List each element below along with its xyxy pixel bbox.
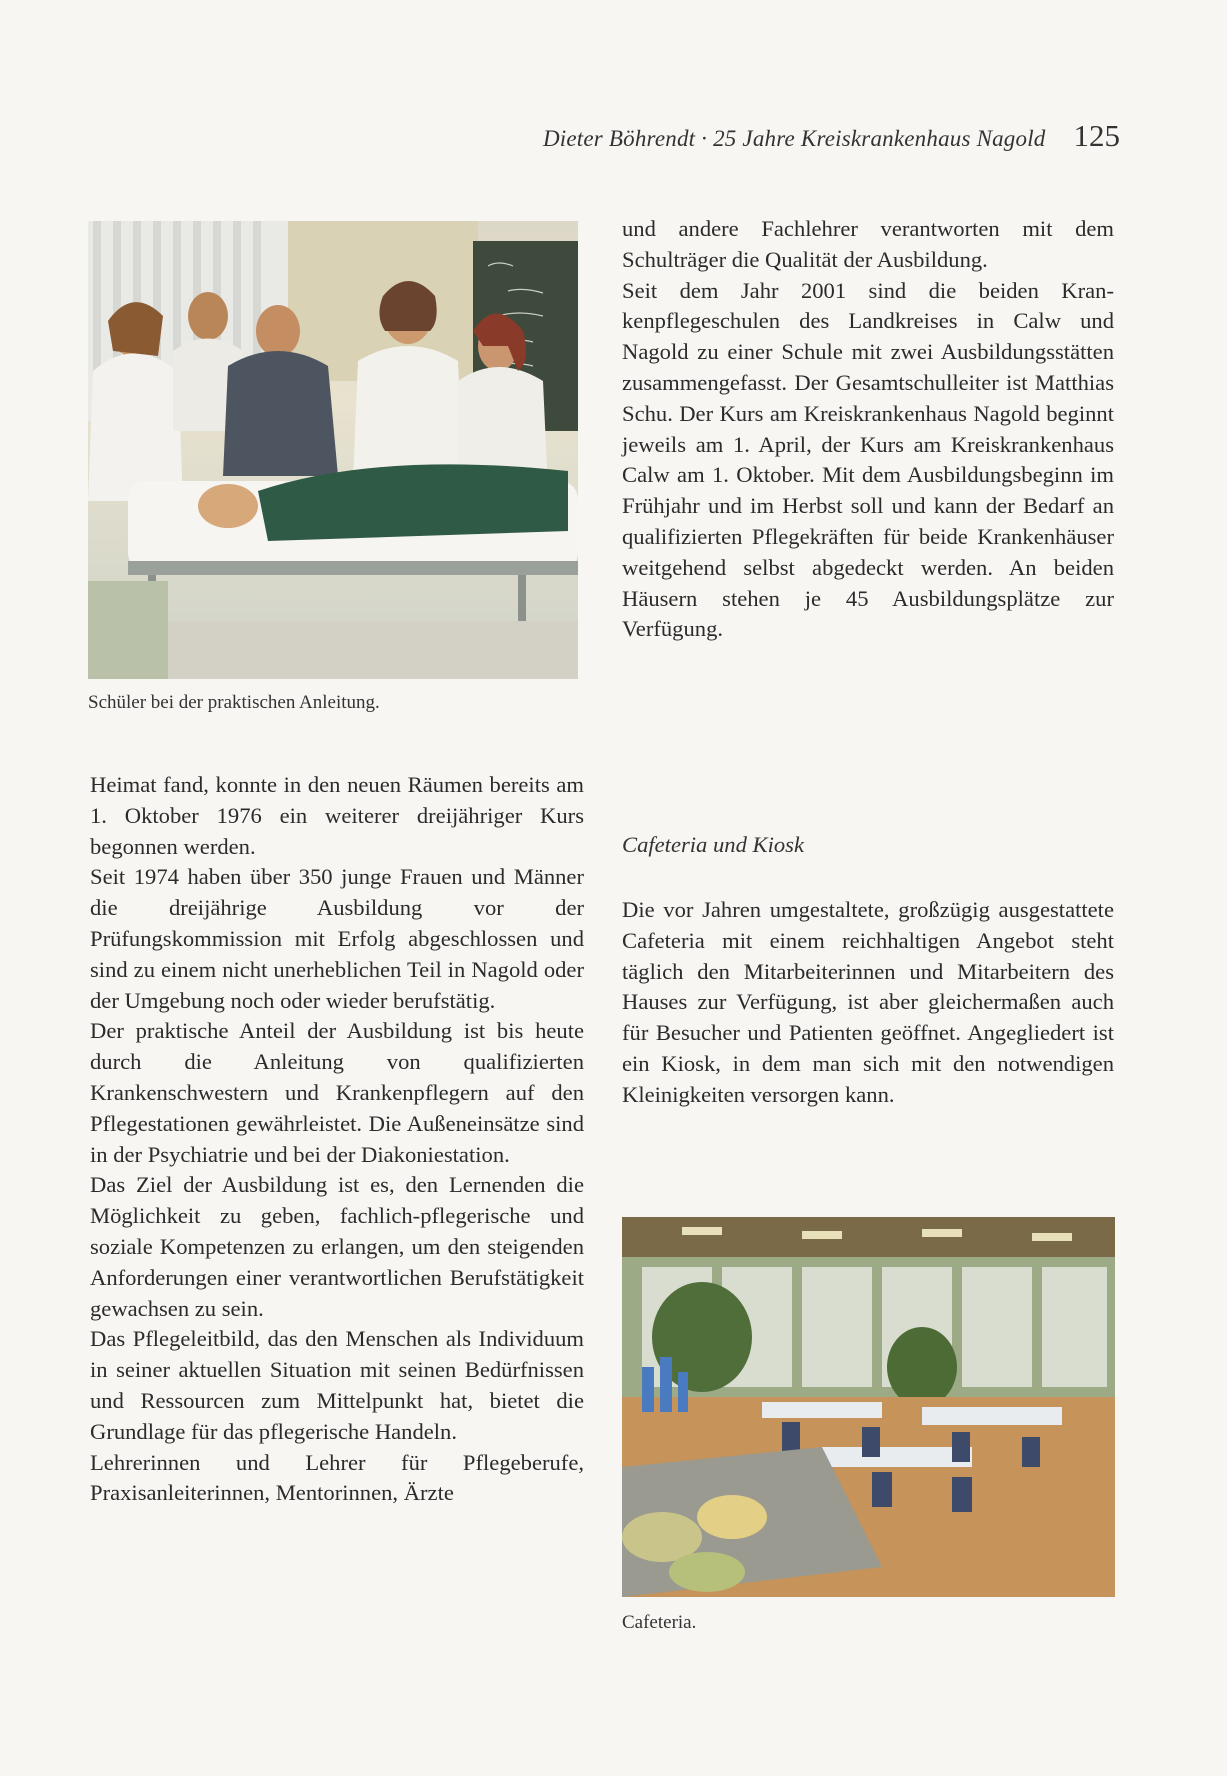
left-paragraph: Der praktische Anteil der Ausbildung ist bis heute durch die Anleitung von qualifizierten Krankenschwestern und Krankenpflegern auf den Pflegestationen gewährleistet. Die Außeneinsätze sind in der Psychiatrie und bei der Diakoniestation.	[90, 1018, 584, 1167]
right-paragraph: und andere Fachlehrer verantworten mit dem Schulträger die Qualität der Ausbildung.	[622, 216, 1114, 272]
running-head: Dieter Böhrendt · 25 Jahre Kreiskrankenhaus Nagold	[542, 126, 1046, 151]
training-photo	[88, 221, 578, 679]
right-column	[622, 214, 1114, 645]
left-paragraph: Heimat fand, konnte in den neuen Räumen bereits am 1. Oktober 1976 ein weiterer dreijähriger Kurs begonnen werden.	[90, 772, 584, 859]
section-heading-cafeteria: Cafeteria und Kiosk	[622, 832, 804, 857]
cafeteria-photo	[622, 1217, 1115, 1597]
left-paragraph: Das Pflegeleitbild, das den Menschen als Individuum in seiner aktuellen Situation mit seinen Bedürfnissen und Ressourcen zum Mittelpunkt hat, bietet die Grundlage für das pflegerische Handeln.	[90, 1326, 584, 1444]
right-paragraph: Seit dem Jahr 2001 sind die beiden Krankenpflegeschulen des Landkreises in Calw und Nagold zu einer Schule mit zwei Ausbildungsstätten zusammengefasst. Der Gesamtschulleiter ist Matthias Schu. Der Kurs am Kreiskrankenhaus Nagold beginnt jeweils am 1. April, der Kurs am Kreiskrankenhaus Calw am 1. Oktober. Mit dem Ausbildungsbeginn im Frühjahr und im Herbst soll und kann der Bedarf an qualifizierten Pflegekräften für beide Krankenhäuser weitgehend selbst abgedeckt werden. An beiden Häusern stehen je 45 Ausbildungsplätze zur Verfügung.	[622, 277, 1114, 642]
left-paragraph: Seit 1974 haben über 350 junge Frauen und Männer die dreijährige Ausbildung vor der Prüfungskommission mit Erfolg abgeschlossen und sind zu einem nicht unerheblichen Teil in Nagold oder der Umgebung noch oder wieder berufstätig.	[90, 864, 584, 1013]
cafeteria-paragraph: Die vor Jahren umgestaltete, großzügig ausgestattete Cafeteria mit einem reichhaltigen Angebot steht täglich den Mitarbeiterinnen und Mitarbeitern des Hauses zur Verfügung, ist aber gleichermaßen auch für Besucher und Patienten geöffnet. Angegliedert ist ein Kiosk, in dem man sich mit den notwendigen Kleinigkeiten versorgen kann.	[622, 897, 1114, 1107]
page-number: 125	[1073, 118, 1120, 153]
training-photo-caption: Schüler bei der praktischen Anleitung.	[88, 692, 380, 713]
cafeteria-photo-illustration	[622, 1217, 1115, 1597]
cafeteria-photo-caption: Cafeteria.	[622, 1612, 697, 1633]
page-header	[440, 118, 1120, 154]
left-column	[90, 770, 584, 1509]
left-paragraph: Das Ziel der Ausbildung ist es, den Lernenden die Möglichkeit zu geben, fachlich-pflegerische und soziale Kompetenzen zu erlangen, um den steigenden Anforderungen einer verantwortlichen Berufstätigkeit gewachsen zu sein.	[90, 1172, 584, 1321]
cafeteria-section	[622, 895, 1114, 1111]
left-paragraph: Lehrerinnen und Lehrer für Pflegeberufe, Praxisanleiterinnen, Mentorinnen, Ärzte	[90, 1449, 584, 1506]
training-photo-illustration	[88, 221, 578, 679]
